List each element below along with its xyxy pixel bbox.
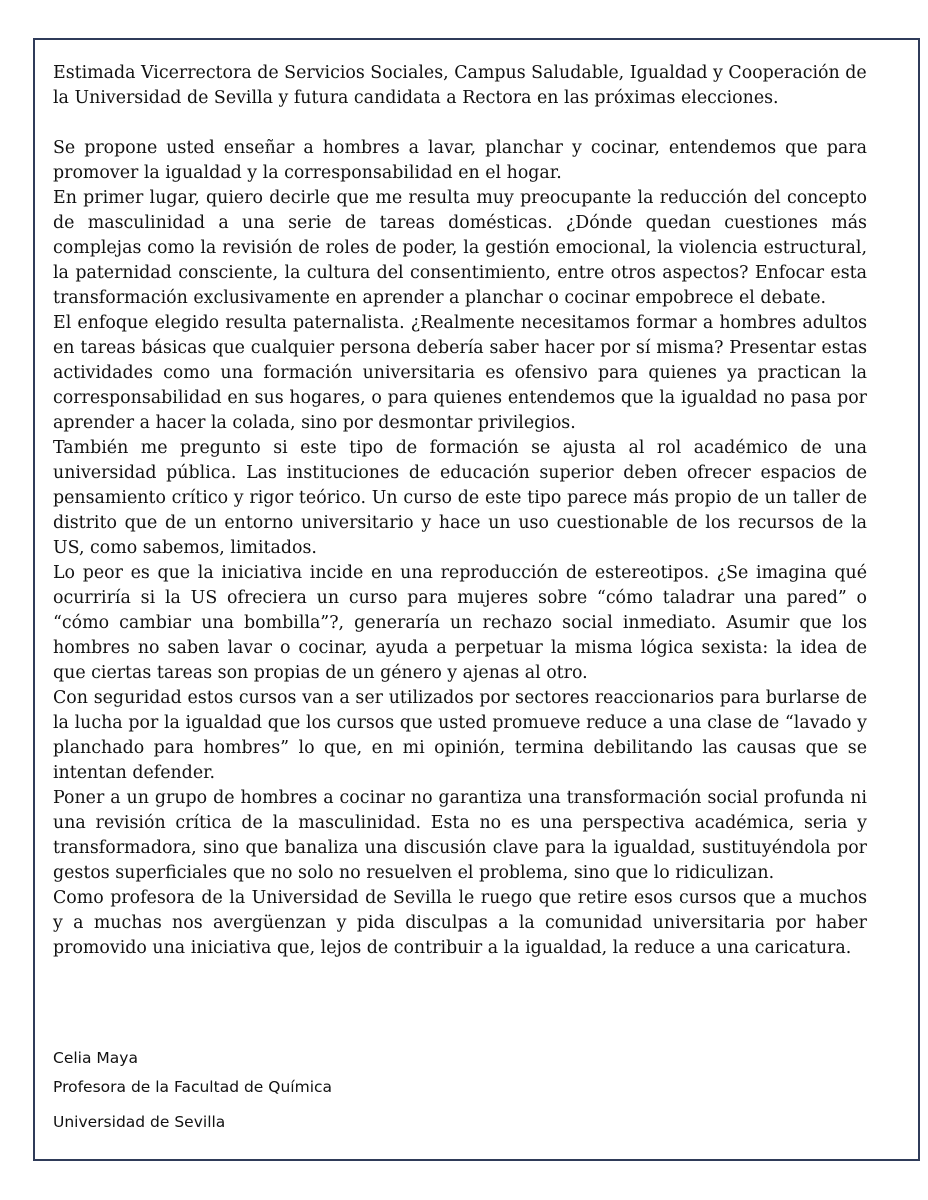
signature-block bbox=[53, 1047, 753, 1133]
letter-greeting: Estimada Vicerrectora de Servicios Sociales, Campus Saludable, Igualdad y Cooperación de la Universidad de Sevilla y futura candidata a Rectora en las próximas elecciones. bbox=[53, 63, 867, 108]
letter-paragraph: Como profesora de la Universidad de Sevilla le ruego que retire esos cursos que a muchos y a muchas nos avergüenzan y pida disculpas a la comunidad universitaria por haber promovido una iniciativa que, lejos de contribuir a la igualdad, la reduce a una caricatura. bbox=[53, 888, 867, 958]
letter-paragraph: Se propone usted enseñar a hombres a lavar, planchar y cocinar, entendemos que para promover la igualdad y la corresponsabilidad en el hogar. bbox=[53, 138, 867, 183]
letter-paragraph: El enfoque elegido resulta paternalista. ¿Realmente necesitamos formar a hombres adultos en tareas básicas que cualquier persona debería saber hacer por sí misma? Presentar estas actividades como una formación universitaria es ofensivo para quienes ya practican la corresponsabilidad en sus hogares, o para quienes entendemos que la igualdad no pasa por aprender a hacer la colada, sino por desmontar privilegios. bbox=[53, 313, 867, 433]
letter-paragraph: En primer lugar, quiero decirle que me resulta muy preocupante la reducción del concepto de masculinidad a una serie de tareas domésticas. ¿Dónde quedan cuestiones más complejas como la revisión de roles de poder, la gestión emocional, la violencia estructural, la paternidad consciente, la cultura del consentimiento, entre otros aspectos? Enfocar esta transformación exclusivamente en aprender a planchar o cocinar empobrece el debate. bbox=[53, 188, 867, 308]
letter-paragraph: Lo peor es que la iniciativa incide en una reproducción de estereotipos. ¿Se imagina qué ocurriría si la US ofreciera un curso para mujeres sobre “cómo taladrar una pared” o “cómo cambiar una bombilla”?, generaría un rechazo social inmediato. Asumir que los hombres no saben lavar o cocinar, ayuda a perpetuar la misma lógica sexista: la idea de que ciertas tareas son propias de un género y ajenas al otro. bbox=[53, 563, 867, 683]
letter-paragraph: Poner a un grupo de hombres a cocinar no garantiza una transformación social profunda ni una revisión crítica de la masculinidad. Esta no es una perspectiva académica, seria y transformadora, sino que banaliza una discusión clave para la igualdad, sustituyéndola por gestos superficiales que no solo no resuelven el problema, sino que lo ridiculizan. bbox=[53, 788, 867, 883]
signature-institution: Universidad de Sevilla bbox=[53, 1113, 226, 1131]
letter-paragraph: También me pregunto si este tipo de formación se ajusta al rol académico de una universidad pública. Las instituciones de educación superior deben ofrecer espacios de pensamiento crítico y rigor teórico. Un curso de este tipo parece más propio de un taller de distrito que de un entorno universitario y hace un uso cuestionable de los recursos de la US, como sabemos, limitados. bbox=[53, 438, 867, 558]
signature-title: Profesora de la Facultad de Química bbox=[53, 1078, 333, 1096]
letter-body bbox=[53, 61, 867, 961]
signature-name: Celia Maya bbox=[53, 1049, 138, 1067]
letter-paragraph: Con seguridad estos cursos van a ser utilizados por sectores reaccionarios para burlarse de la lucha por la igualdad que los cursos que usted promueve reduce a una clase de “lavado y planchado para hombres” lo que, en mi opinión, termina debilitando las causas que se intentan defender. bbox=[53, 688, 867, 783]
